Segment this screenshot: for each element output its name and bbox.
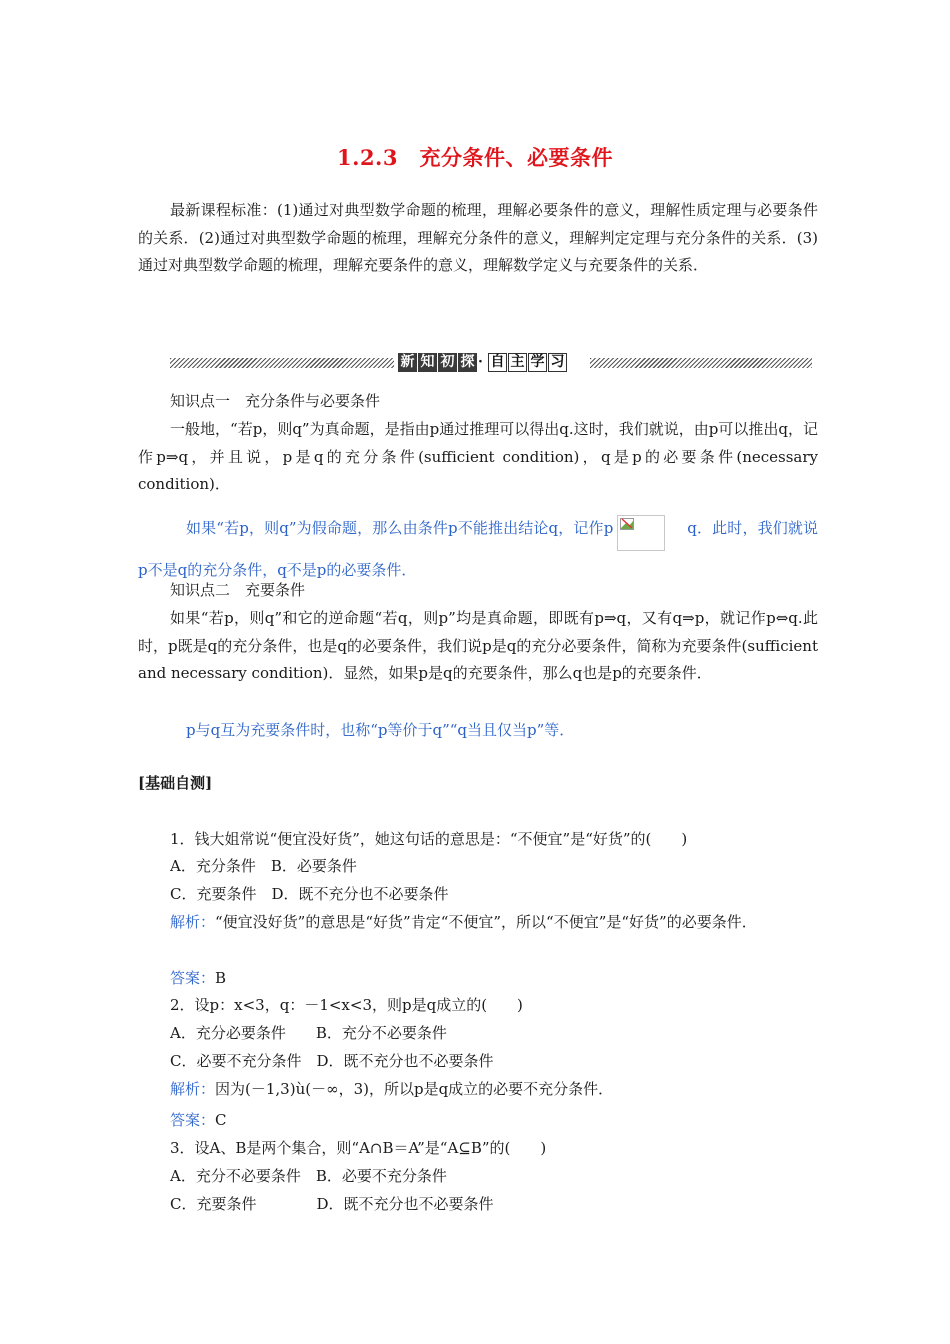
note-text-after: q．此时，我们就说p不是q的充分条件，q不是p的必要条件． [138,519,818,579]
answer-label: 答案： [170,969,216,987]
banner-char: 新 [398,353,417,372]
banner-char: 自 [488,353,507,372]
question-options: C．充要条件 D．既不充分也不必要条件 [170,885,449,903]
curriculum-standard: 最新课程标准：(1)通过对典型数学命题的梳理，理解必要条件的意义，理解性质定理与必要条件的关系．(2)通过对典型数学命题的梳理，理解充分条件的意义，理解判定定理与充分条件的关系．(3)通过对典型数学命题的梳理，理解充要条件的意义，理解数学定义与充要条件的关系． [138,201,818,274]
question-stem: 1．钱大姐常说“便宜没好货”，她这句话的意思是：“不便宜”是“好货”的( ) [170,830,688,848]
question-analysis [170,1076,613,1104]
section-banner [170,353,812,375]
knowledge-point-2-heading: 知识点二 充要条件 [170,581,306,599]
question-options: A．充分不必要条件 B．必要不充分条件 [170,1167,447,1185]
page-title: 1.2.3 充分条件、必要条件 [337,145,613,170]
answer-text: C [215,1111,227,1129]
knowledge-point-2-note: p与q互为充要条件时，也称“p等价于q”“q当且仅当p”等． [186,721,575,739]
banner-char: 学 [528,353,547,372]
broken-image-icon [617,515,665,551]
knowledge-point-2-body: 如果“若p，则q”和它的逆命题“若q，则p”均是真命题，即既有p⇒q，又有q⇒p，就记作p⇔q.此时，p既是q的充分条件，也是q的必要条件，我们说p是q的充分必要条件，简称为充要条件(sufficient and necessary condition)．显然，如果p是q的充要条件，那么q也是p的充要条件． [138,609,818,682]
analysis-label: 解析： [170,913,216,931]
note-text-before: 如果“若p，则q”为假命题，那么由条件p不能推出结论q，记作p [186,519,614,537]
banner-char: 习 [548,353,567,372]
section-heading: [基础自测] [138,774,213,792]
banner-dot: · [478,354,483,370]
question-options: C．充要条件 D．既不充分也不必要条件 [170,1195,494,1213]
banner-char: 主 [508,353,527,372]
analysis-label: 解析： [170,1080,216,1098]
question-answer [170,1107,227,1135]
banner-char: 初 [438,353,457,372]
banner-char: 知 [418,353,437,372]
banner-char: 探 [458,353,477,372]
analysis-text: “便宜没好货”的意思是“好货”肯定“不便宜”，所以“不便宜”是“好货”的必要条件． [215,913,757,931]
analysis-text: 因为(－1,3)ù(－∞，3)，所以p是q成立的必要不充分条件． [215,1080,614,1098]
answer-text: B [215,969,227,987]
answer-label: 答案： [170,1111,216,1129]
question-options: A．充分必要条件 B．充分不必要条件 [170,1024,447,1042]
question-options: C．必要不充分条件 D．既不充分也不必要条件 [170,1052,494,1070]
banner-hatch-right [590,358,812,368]
question-stem: 3．设A、B是两个集合，则“A∩B＝A”是“A⊆B”的( ) [170,1139,547,1157]
question-options: A．充分条件 B．必要条件 [170,857,357,875]
banner-hatch-left [170,358,394,368]
knowledge-point-1-body: 一般地，“若p，则q”为真命题，是指由p通过推理可以得出q.这时，我们就说，由p可以推出q，记作p⇒q，并且说，p是q的充分条件(sufficient condition)，q是p的必要条件(necessary condition)． [138,420,818,493]
question-answer [170,965,226,993]
knowledge-point-1-heading: 知识点一 充分条件与必要条件 [170,392,381,410]
question-analysis [138,909,818,937]
question-stem: 2．设p：x<3，q：－1<x<3，则p是q成立的( ) [170,996,523,1014]
